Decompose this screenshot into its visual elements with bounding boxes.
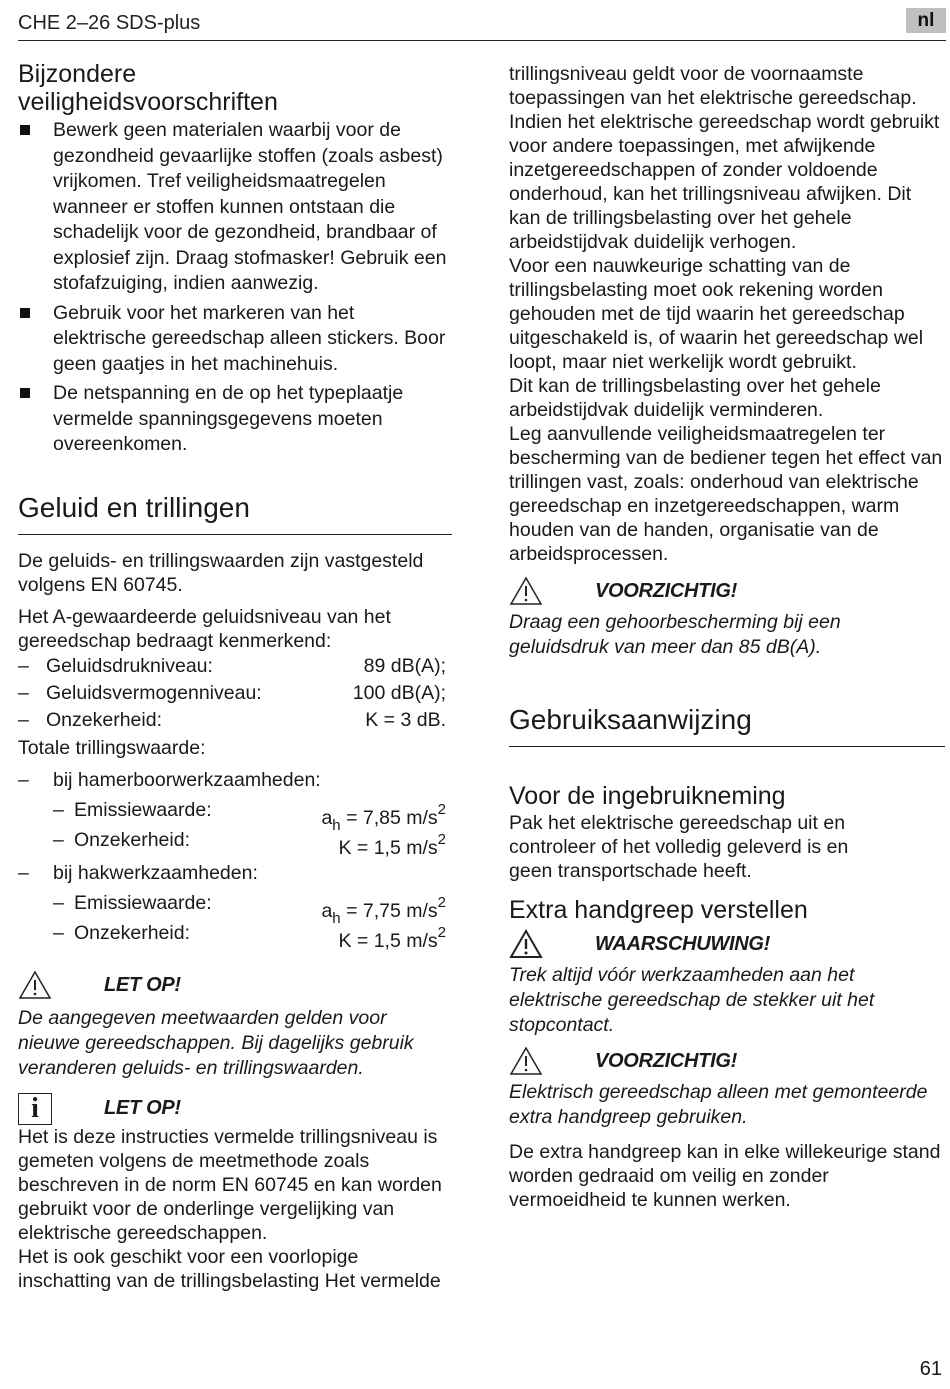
notice-label: LET OP! xyxy=(104,1096,181,1119)
warning-notice xyxy=(509,929,945,961)
notice-text: De aangegeven meetwaarden gelden voor nieuwe gereedschappen. Bij dagelijks gebruik veranderen geluids- en trillingswaarden. xyxy=(18,1006,414,1079)
warning-triangle-icon xyxy=(18,970,52,1000)
spec-row: – Geluidsdrukniveau: 89 dB(A); xyxy=(18,654,446,677)
attention-notice xyxy=(18,970,452,1002)
caution-notice-2 xyxy=(509,1046,945,1078)
hammer-subhead: – bij hamerboorwerkzaamheden: xyxy=(18,768,321,791)
safety-item: Gebruik voor het markeren van het elektrische gereedschap alleen stickers. Boor geen gaatjes in het machinehuis. xyxy=(18,301,452,378)
left-column xyxy=(18,60,452,1293)
vibration-para-1: trillingsniveau geldt voor de voornaamste toepassingen van het elektrische gereedschap. Indien het elektrische gereedschap wordt gebruikt voor andere toepassingen, met afwijkende inzetgereedschappen of zonder voldoende onderhoud, kan het trillingsniveau afwijken. Dit kan de trillingsbelasting over het gehele arbeidstijdvak duidelijk verhogen. xyxy=(509,63,940,253)
square-bullet-icon xyxy=(20,125,30,135)
spec-row: – Geluidsvermogenniveau: 100 dB(A); xyxy=(18,681,446,704)
notice-label: VOORZICHTIG! xyxy=(595,1050,737,1072)
info-icon: i xyxy=(18,1093,52,1125)
spec-row: – Onzekerheid: K = 3 dB. xyxy=(18,708,446,731)
chisel-uncertainty-row: – Onzekerheid: K = 1,5 $m/s^2$ xyxy=(53,921,446,952)
safety-item: De netspanning en de op het typeplaatje vermelde spanningsgegevens moeten overeenkomen. xyxy=(18,381,452,458)
commissioning-heading: Voor de ingebruikneming xyxy=(509,782,786,810)
caution-notice xyxy=(509,576,945,608)
hammer-emission-row: – Emissiewaarde: $a_h = 7,85$ $m/s^2$ xyxy=(53,798,446,834)
noise-intro-2: Het A-gewaardeerde geluidsniveau van het gereedschap bedraagt kenmerkend: xyxy=(18,605,391,652)
square-bullet-icon xyxy=(20,388,30,398)
noise-heading: Geluid en trillingen xyxy=(18,492,452,535)
commissioning-text: Pak het elektrische gereedschap uit en controleer of het volledig geleverd is en geen transportschade heeft. xyxy=(509,812,849,882)
chisel-emission-row: – Emissiewaarde: $a_h = 7,75$ $m/s^2$ xyxy=(53,891,446,927)
chisel-subhead: – bij hakwerkzaamheden: xyxy=(18,861,258,884)
warning-triangle-icon xyxy=(509,576,543,606)
warning-triangle-icon xyxy=(509,1046,543,1076)
noise-intro-1: De geluids- en trillingswaarden zijn vastgesteld volgens EN 60745. xyxy=(18,549,424,596)
handle-heading: Extra handgreep verstellen xyxy=(509,896,808,924)
warning-text: Trek altijd vóór werkzaamheden aan het elektrische gereedschap de stekker uit het stopcontact. xyxy=(509,964,875,1036)
notice-label: WAARSCHUWING! xyxy=(595,933,770,955)
hammer-uncertainty-row: – Onzekerheid: K = 1,5 $m/s^2$ xyxy=(53,828,446,859)
caution-text: Draag een gehoorbescherming bij een geluidsdruk van meer dan 85 dB(A). xyxy=(509,611,841,658)
caution-text-2: Elektrisch gereedschap alleen met gemonteerde extra handgreep gebruiken. xyxy=(509,1081,928,1128)
notice-label: VOORZICHTIG! xyxy=(595,580,737,602)
safety-list xyxy=(18,118,452,458)
safety-item: Bewerk geen materialen waarbij voor de gezondheid gevaarlijke stoffen (zoals asbest) vrijkomen. Tref veiligheidsmaatregelen wanneer er stoffen kunnen ontstaan die schadelijk voor de gezondheid, brandbaar of explosief zijn. Draag stofmasker! Gebruik een stofafzuiging, indien aanwezig. xyxy=(18,118,452,297)
handle-text: De extra handgreep kan in elke willekeurige stand worden gedraaid om veilig en zonder vermoeidheid te kunnen werken. xyxy=(509,1141,941,1211)
vibration-title: Totale trillingswaarde: xyxy=(18,736,206,759)
usage-heading: Gebruiksaanwijzing xyxy=(509,704,945,747)
vibration-para-3: Dit kan de trillingsbelasting over het gehele arbeidstijdvak duidelijk verminderen. xyxy=(509,375,881,421)
info-text-2: Het is ook geschikt voor een voorlopige inschatting van de trillingsbelasting Het vermelde xyxy=(18,1245,441,1292)
warning-triangle-icon xyxy=(509,929,543,959)
safety-heading: Bijzondere veiligheidsvoorschriften xyxy=(18,60,278,116)
notice-label: LET OP! xyxy=(104,973,181,996)
vibration-para-2: Voor een nauwkeurige schatting van de trillingsbelasting moet ook rekening worden gehouden met de tijd waarin het gereedschap uitgeschakeld is, of waarin het gereedschap wel loopt, maar niet werkelijk wordt gebruikt. xyxy=(509,255,924,373)
page-number: 61 xyxy=(919,1358,942,1380)
document-title: CHE 2–26 SDS-plus xyxy=(18,12,201,34)
square-bullet-icon xyxy=(20,308,30,318)
info-text-1: Het is deze instructies vermelde trillingsniveau is gemeten volgens de meetmethode zoals beschreven in de norm EN 60745 en kan worden gebruikt voor de onderlinge vergelijking van elektrische gereedschappen. xyxy=(18,1125,442,1244)
right-column xyxy=(509,62,945,1212)
info-notice xyxy=(18,1093,452,1125)
vibration-para-4: Leg aanvullende veiligheidsmaatregelen ter bescherming van de bediener tegen het effect van trillingen vast, zoals: onderhoud van elektrische gereedschap en inzetgereedschappen, warm houden van de handen, organisatie van de arbeidsprocessen. xyxy=(509,423,943,565)
language-badge: nl xyxy=(906,8,946,33)
page-header xyxy=(18,8,946,41)
